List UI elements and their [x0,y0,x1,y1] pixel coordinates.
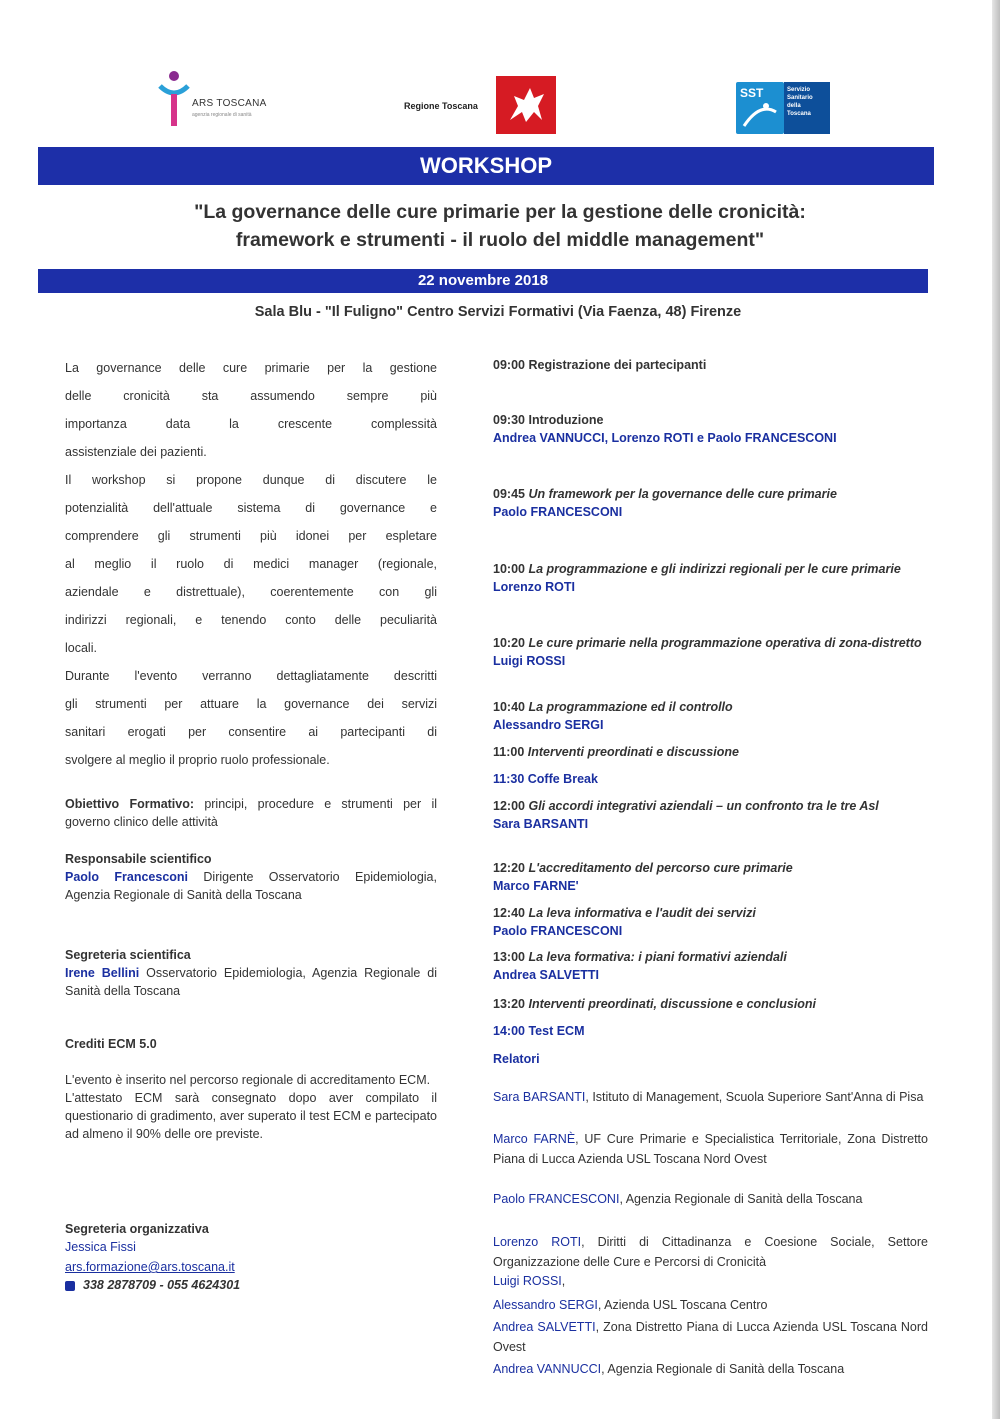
objective-section [65,795,437,831]
program-item [493,485,928,521]
pegasus-flag-icon [496,76,556,134]
credits-section [65,1071,437,1143]
org-phone: 338 2878709 - 055 4624301 [83,1278,241,1292]
sst-logo-mark [736,82,784,134]
speaker-desc: , UF Cure Primarie e Specialistica Territoriale, Zona Distretto Piana di Lucca Azienda USL Toscana Nord Ovest [493,1132,928,1166]
program-item [493,770,928,788]
speaker-desc: , Agenzia Regionale di Sanità della Toscana [619,1192,863,1206]
scientific-secretariat-name: Irene Bellini [65,966,140,980]
program-time: 12:40 [493,906,525,920]
intro-line: indirizzi regionali, e tenendo conto delle peculiarità [65,613,437,627]
program-item [493,904,928,940]
scientific-secretariat-section [65,946,437,1000]
program-time: 12:00 [493,799,525,813]
workshop-banner: WORKSHOP [38,147,934,185]
intro-line: locali. [65,641,97,655]
credits-heading: Crediti ECM 5.0 [65,1037,157,1051]
speaker-desc: , Zona Distretto Piana di Lucca Azienda USL Toscana Nord Ovest [493,1320,929,1354]
speakers-heading-block [493,1050,928,1068]
program-title: Coffe Break [527,772,598,786]
speaker-entry [493,1317,928,1357]
program-item [493,948,928,984]
speaker-name: Sara BARSANTI [493,1090,586,1104]
speaker-desc: , Diritti di Cittadinanza e Coesione Sociale, Settore Organizzazione delle Cure e Percorsi di Cronicità [493,1235,928,1269]
sst-logo-line: della [787,103,801,109]
program-item [493,634,928,670]
date-banner: 22 novembre 2018 [38,269,928,293]
speaker-name: Paolo FRANCESCONI [493,1192,620,1206]
program-title: Interventi preordinati e discussione [527,745,739,759]
phone-icon [65,1281,75,1291]
speaker-entry [493,1359,928,1379]
ars-figure-icon [158,70,190,128]
program-title: Introduzione [528,413,604,427]
speaker-name: Luigi ROSSI [493,1274,562,1288]
program-speaker: Andrea VANNUCCI, Lorenzo ROTI e Paolo FRANCESCONI [493,431,837,445]
intro-line: importanza data la crescente complessità [65,417,437,431]
program-item [493,698,928,734]
speaker-entry [493,1232,928,1272]
ars-logo-subtext: agenzia regionale di sanità [192,112,252,118]
speaker-name: Lorenzo ROTI [493,1235,582,1249]
credits-text: L'attestato ECM sarà consegnato dopo aver compilato il questionario di gradimento, aver superato il test ECM e partecipato ad almeno il 90% delle ore previste. [65,1091,437,1141]
sst-logo-text [784,82,830,134]
org-secretariat-section [65,1220,437,1294]
program-time: 11:00 [493,745,525,759]
program-time: 14:00 [493,1024,525,1038]
sst-logo-line: Sanitario [787,95,813,101]
ars-logo-text: ARS TOSCANA [192,98,267,109]
intro-line: aziendale e distrettuale), coerentemente con gli [65,585,437,599]
credits-text: L'evento è inserito nel percorso regionale di accreditamento ECM. [65,1073,431,1087]
objective-text: principi, procedure e strumenti per il governo clinico delle attività [65,797,437,829]
program-item [493,411,928,447]
intro-line: al meglio il ruolo di medici manager (regionale, [65,557,437,571]
program-speaker: Marco FARNE' [493,879,579,893]
sst-logo-line: Servizio [787,87,811,93]
intro-line: La governance delle cure primarie per la gestione [65,361,437,375]
program-title: Gli accordi integrativi aziendali – un confronto tra le tre Asl [528,799,879,813]
objective-label: Obiettivo Formativo: [65,797,195,811]
speaker-name: Andrea SALVETTI [493,1320,596,1334]
program-title: Interventi preordinati, discussione e conclusioni [528,997,817,1011]
program-title: La leva informativa e l'audit dei servizi [528,906,756,920]
speaker-entry [493,1087,928,1107]
speaker-desc: , [561,1274,566,1288]
program-time: 10:00 [493,562,525,576]
speakers-heading: Relatori [493,1052,540,1066]
program-speaker: Andrea SALVETTI [493,968,600,982]
program-speaker: Paolo FRANCESCONI [493,505,623,519]
credits-heading-block [65,1035,437,1053]
program-time: 13:00 [493,950,525,964]
program-title: L'accreditamento del percorso cure primarie [528,861,793,875]
intro-line: gli strumenti per attuare la governance dei servizi [65,697,437,711]
scientific-secretariat-role: Osservatorio Epidemiologia, Agenzia Regionale di Sanità della Toscana [65,966,437,998]
speaker-name: Marco FARNÈ [493,1132,576,1146]
program-item [493,1022,928,1040]
program-time: 10:20 [493,636,525,650]
page-edge-shadow [992,0,1000,1419]
program-time: 13:20 [493,997,525,1011]
ars-toscana-logo [158,70,288,132]
intro-paragraph [65,354,437,774]
program-time: 12:20 [493,861,525,875]
intro-line: Durante l'evento verranno dettagliatamente descritti [65,669,437,683]
intro-line: delle cronicità sta assumendo sempre più [65,389,437,403]
program-speaker: Sara BARSANTI [493,817,589,831]
workshop-title [60,198,940,254]
program-title: La leva formativa: i piani formativi aziendali [528,950,787,964]
regione-logo-text: Regione Toscana [404,101,478,111]
org-secretariat-heading: Segreteria organizzativa [65,1222,209,1236]
program-title: La programmazione e gli indirizzi regionali per le cure primarie [528,562,901,576]
program-time: 09:30 [493,413,525,427]
logo-bar [0,70,1000,140]
program-title: La programmazione ed il controllo [528,700,733,714]
intro-line: Il workshop si propone dunque di discutere le [65,473,437,487]
program-speaker: Paolo FRANCESCONI [493,924,623,938]
program-title: Le cure primarie nella programmazione operativa di zona-distretto [528,636,922,650]
speaker-entry [493,1271,928,1291]
program-item [493,797,928,833]
program-title: Test ECM [528,1024,585,1038]
program-title: Registrazione dei partecipanti [528,358,707,372]
speaker-name: Alessandro SERGI [493,1298,598,1312]
scientific-lead-name: Paolo Francesconi [65,870,189,884]
program-speaker: Luigi ROSSI [493,654,566,668]
program-item [493,995,928,1013]
program-time: 11:30 [493,772,525,786]
scientific-lead-role: Dirigente Osservatorio Epidemiologia, Agenzia Regionale di Sanità della Toscana [65,870,437,902]
sst-logo-short: SST [740,86,764,100]
intro-line: assistenziale dei pazienti. [65,445,207,459]
program-speaker: Lorenzo ROTI [493,580,575,594]
speaker-desc: , Agenzia Regionale di Sanità della Toscana [601,1362,845,1376]
speaker-desc: , Azienda USL Toscana Centro [597,1298,768,1312]
speaker-entry [493,1295,928,1315]
intro-line: svolgere al meglio il proprio ruolo professionale. [65,753,330,767]
intro-line: comprendere gli strumenti più idonei per espletare [65,529,437,543]
program-item [493,560,928,596]
speaker-name: Andrea VANNUCCI [493,1362,602,1376]
program-item [493,859,928,895]
scientific-lead-section [65,850,437,904]
program-time: 09:00 [493,358,525,372]
program-speaker: Alessandro SERGI [493,718,604,732]
program-title: Un framework per la governance delle cure primarie [528,487,837,501]
org-email-link[interactable]: ars.formazione@ars.toscana.it [65,1260,235,1274]
speaker-entry [493,1129,928,1169]
program-time: 10:40 [493,700,525,714]
scientific-lead-heading: Responsabile scientifico [65,852,212,866]
program-item [493,743,928,761]
intro-line: potenzialità dell'attuale sistema di governance e [65,501,437,515]
sst-logo-line: Toscana [787,111,811,117]
intro-line: sanitari erogati per consentire ai partecipanti di [65,725,437,739]
venue-text: Sala Blu - "Il Fuligno" Centro Servizi Formativi (Via Faenza, 48) Firenze [254,304,742,320]
program-item [493,356,928,374]
speaker-entry [493,1189,928,1209]
org-secretariat-name: Jessica Fissi [65,1240,136,1254]
speaker-desc: , Istituto di Management, Scuola Superiore Sant'Anna di Pisa [585,1090,924,1104]
program-time: 09:45 [493,487,525,501]
title-line: "La governance delle cure primarie per la gestione delle cronicità: [194,201,806,223]
sst-logo [736,82,832,134]
scientific-secretariat-heading: Segreteria scientifica [65,948,191,962]
title-line: framework e strumenti - il ruolo del middle management" [235,229,765,251]
